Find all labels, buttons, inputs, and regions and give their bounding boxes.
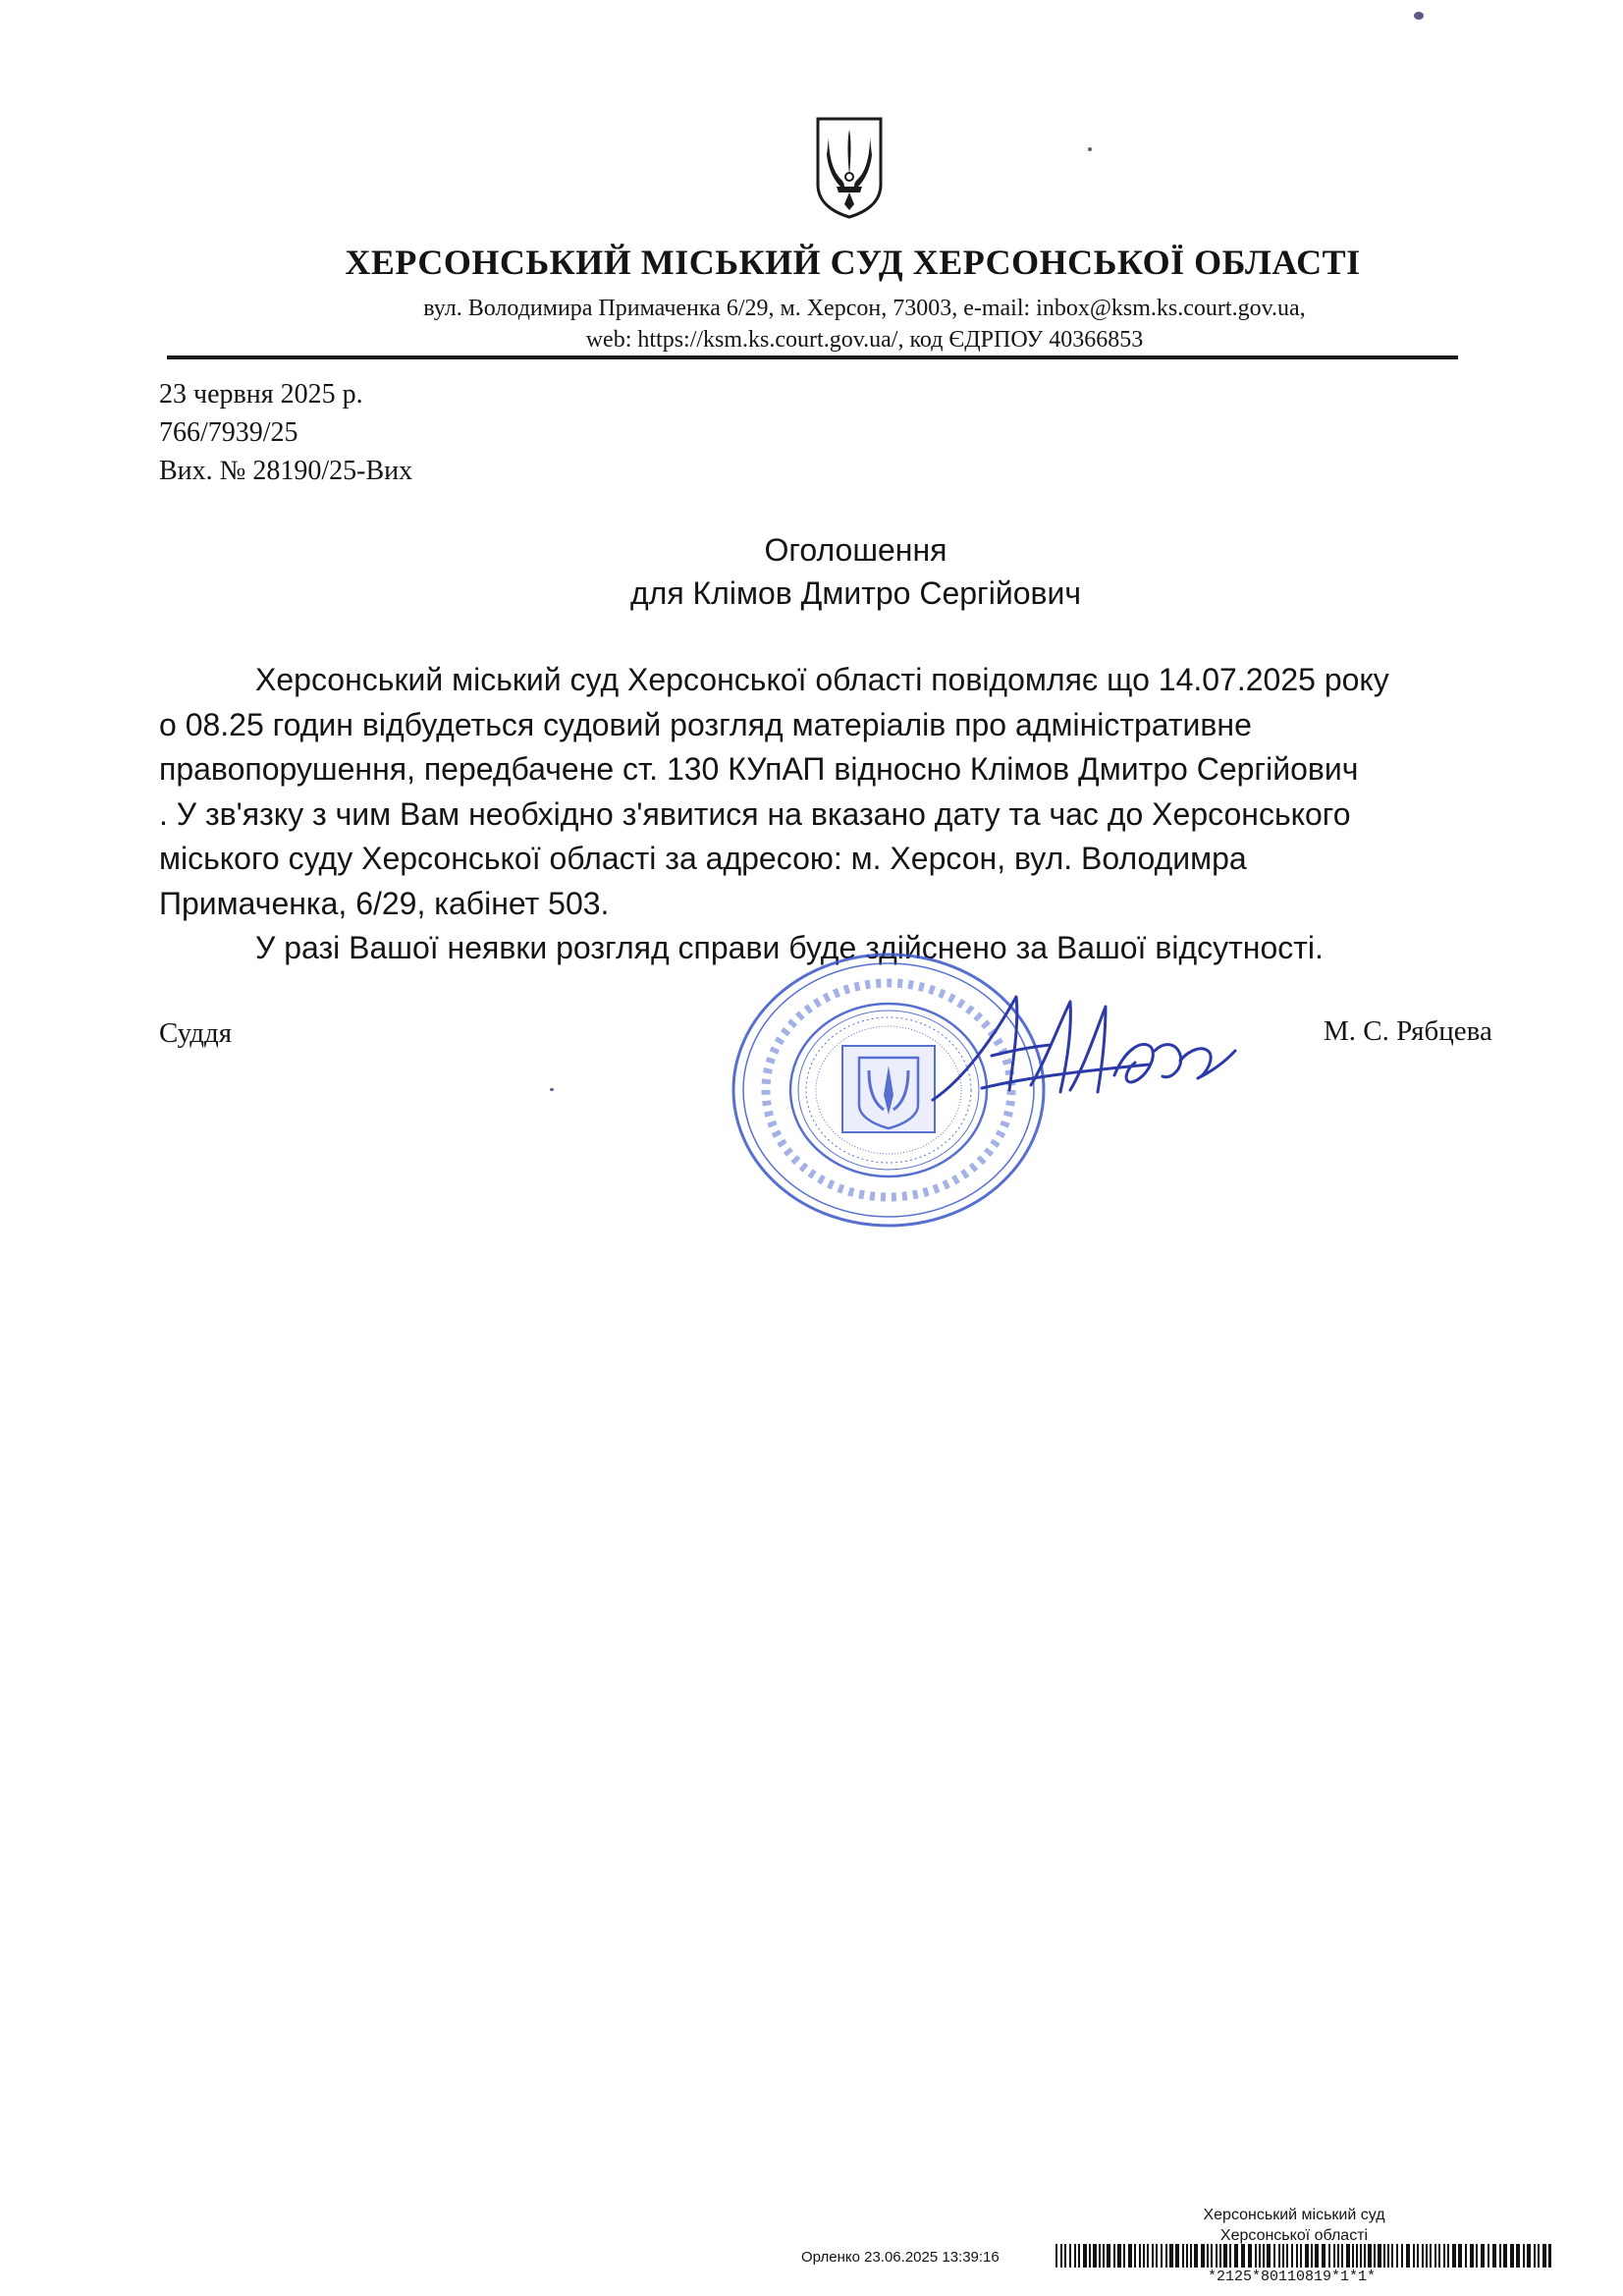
barcode-bar bbox=[1510, 2244, 1514, 2268]
barcode-bar bbox=[1352, 2244, 1354, 2268]
barcode-bar bbox=[1060, 2244, 1062, 2268]
barcode-bar bbox=[1093, 2244, 1097, 2268]
barcode-bar bbox=[1341, 2244, 1343, 2268]
signer-role: Суддя bbox=[159, 1017, 233, 1049]
registration-court bbox=[1196, 2205, 1392, 2246]
barcode-bar bbox=[1328, 2244, 1330, 2268]
barcode-bar bbox=[1499, 2244, 1501, 2268]
announcement-recipient: для Клімов Дмитро Сергійович bbox=[629, 575, 1082, 611]
barcode-bar bbox=[1434, 2244, 1436, 2268]
court-address: вул. Володимира Примаченка 6/29, м. Херсон, 73003, e-mail: inbox@ksm.ks.court.gov.ua, bbox=[423, 296, 1306, 321]
barcode-bar bbox=[1296, 2244, 1298, 2268]
barcode-bar bbox=[1360, 2244, 1362, 2268]
scan-speck bbox=[550, 1088, 554, 1091]
barcode-bar bbox=[1169, 2244, 1173, 2268]
coat-of-arms-icon bbox=[815, 116, 884, 220]
barcode-code: *2125*80110819*1*1* bbox=[1208, 2269, 1377, 2285]
barcode-bar bbox=[1182, 2244, 1184, 2268]
barcode-bar bbox=[1401, 2244, 1403, 2268]
barcode-bar bbox=[1190, 2244, 1192, 2268]
barcode-bar bbox=[1430, 2244, 1432, 2268]
announcement-title: Оголошення bbox=[764, 532, 947, 568]
barcode-bar bbox=[1186, 2244, 1188, 2268]
case-number: 766/7939/25 bbox=[159, 417, 298, 448]
scan-speck bbox=[1088, 147, 1092, 151]
barcode-bar bbox=[1300, 2244, 1302, 2268]
barcode-bar bbox=[1143, 2244, 1145, 2268]
announcement-body bbox=[159, 658, 1534, 971]
barcode-bar bbox=[1074, 2244, 1076, 2268]
body-line: Херсонський міський суд Херсонської області повідомляє що 14.07.2025 року bbox=[255, 662, 1389, 697]
barcode-bar bbox=[1229, 2244, 1231, 2268]
header-divider bbox=[167, 355, 1458, 359]
barcode-bar bbox=[1534, 2244, 1536, 2268]
barcode-bar bbox=[1273, 2244, 1275, 2268]
barcode-bar bbox=[1152, 2244, 1154, 2268]
body-line: правопорушення, передбачене ст. 130 КУпАП відносно Клімов Дмитро Сергійович bbox=[159, 751, 1359, 787]
barcode-bar bbox=[1322, 2244, 1325, 2268]
barcode-bar bbox=[1147, 2244, 1149, 2268]
barcode-bar bbox=[1248, 2244, 1252, 2268]
barcode-bar bbox=[1134, 2244, 1136, 2268]
barcode-bar bbox=[1527, 2244, 1531, 2268]
barcode-bar bbox=[1368, 2244, 1372, 2268]
barcode-bar bbox=[1083, 2244, 1087, 2268]
barcode-bar bbox=[1291, 2244, 1293, 2268]
barcode-bar bbox=[1443, 2244, 1445, 2268]
barcode-bar bbox=[1503, 2244, 1507, 2268]
barcode-bar bbox=[1356, 2244, 1358, 2268]
handwritten-signature bbox=[923, 982, 1247, 1110]
barcode-bar bbox=[1139, 2244, 1141, 2268]
document-meta bbox=[159, 375, 412, 490]
barcode-bar bbox=[1099, 2244, 1101, 2268]
barcode-bar bbox=[1194, 2244, 1198, 2268]
registration-court-line: Херсонський міський суд bbox=[1203, 2207, 1385, 2223]
barcode-bar bbox=[1378, 2244, 1381, 2268]
barcode-bar bbox=[1156, 2244, 1158, 2268]
barcode bbox=[1055, 2244, 1551, 2268]
barcode-bar bbox=[1417, 2244, 1419, 2268]
barcode-bar bbox=[1470, 2244, 1474, 2268]
barcode-bar bbox=[1259, 2244, 1261, 2268]
barcode-bar bbox=[1438, 2244, 1440, 2268]
barcode-bar bbox=[1078, 2244, 1080, 2268]
announcement-heading bbox=[0, 528, 1623, 615]
body-line: Примаченка, 6/29, кабінет 503. bbox=[159, 885, 610, 921]
barcode-bar bbox=[1383, 2244, 1385, 2268]
barcode-bar bbox=[1391, 2244, 1393, 2268]
barcode-bar bbox=[1396, 2244, 1398, 2268]
barcode-bar bbox=[1305, 2244, 1309, 2268]
barcode-bar bbox=[1346, 2244, 1350, 2268]
barcode-bar bbox=[1278, 2244, 1280, 2268]
barcode-bar bbox=[1492, 2244, 1496, 2268]
body-line: . У зв'язку з чим Вам необхідно з'явитися на вказано дату та час до Херсонського bbox=[159, 795, 1351, 832]
barcode-bar bbox=[1311, 2244, 1313, 2268]
barcode-bar bbox=[1481, 2244, 1485, 2268]
barcode-bar bbox=[1465, 2244, 1467, 2268]
barcode-bar bbox=[1089, 2244, 1091, 2268]
barcode-bar bbox=[1117, 2244, 1121, 2268]
court-title: ХЕРСОНСЬКИЙ МІСЬКИЙ СУД ХЕРСОНСЬКОЇ ОБЛАСТІ bbox=[345, 243, 1361, 282]
body-line: міського суду Херсонської області за адресою: м. Херсон, вул. Володимра bbox=[159, 841, 1247, 876]
barcode-bar bbox=[1175, 2244, 1179, 2268]
barcode-bar bbox=[1516, 2244, 1520, 2268]
barcode-bar bbox=[1333, 2244, 1335, 2268]
barcode-bar bbox=[1064, 2244, 1066, 2268]
barcode-bar bbox=[1452, 2244, 1456, 2268]
barcode-bar bbox=[1447, 2244, 1449, 2268]
barcode-bar bbox=[1476, 2244, 1478, 2268]
barcode-bar bbox=[1055, 2244, 1057, 2268]
barcode-bar bbox=[1161, 2244, 1163, 2268]
barcode-bar bbox=[1201, 2244, 1205, 2268]
barcode-bar bbox=[1165, 2244, 1167, 2268]
registration-info: Орленко 23.06.2025 13:39:16 bbox=[801, 2249, 1000, 2266]
court-web-line: web: https://ksm.ks.court.gov.ua/, код ЄДРПОУ 40366853 bbox=[585, 327, 1144, 353]
barcode-bar bbox=[1426, 2244, 1428, 2268]
barcode-bar bbox=[1422, 2244, 1424, 2268]
barcode-bar bbox=[1387, 2244, 1389, 2268]
barcode-bar bbox=[1123, 2244, 1125, 2268]
barcode-bar bbox=[1542, 2244, 1546, 2268]
signer-name: М. С. Рябцева bbox=[1324, 1015, 1492, 1047]
barcode-bar bbox=[1548, 2244, 1551, 2268]
barcode-bar bbox=[1241, 2244, 1245, 2268]
barcode-bar bbox=[1255, 2244, 1257, 2268]
barcode-bar bbox=[1216, 2244, 1217, 2268]
document-date: 23 червня 2025 р. bbox=[159, 379, 363, 410]
body-line: У разі Вашої неявки розгляд справи буде здійснено за Вашої відсутності. bbox=[255, 930, 1324, 965]
barcode-bar bbox=[1337, 2244, 1339, 2268]
body-line: о 08.25 годин відбудеться судовий розгляд матеріалів про адміністративне bbox=[159, 706, 1252, 742]
barcode-bar bbox=[1113, 2244, 1115, 2268]
barcode-bar bbox=[1374, 2244, 1376, 2268]
barcode-bar bbox=[1282, 2244, 1284, 2268]
barcode-bar bbox=[1315, 2244, 1319, 2268]
barcode-bar bbox=[1538, 2244, 1540, 2268]
barcode-bar bbox=[1488, 2244, 1489, 2268]
barcode-bar bbox=[1263, 2244, 1265, 2268]
barcode-bar bbox=[1211, 2244, 1213, 2268]
barcode-bar bbox=[1107, 2244, 1110, 2268]
barcode-bar bbox=[1207, 2244, 1209, 2268]
barcode-bar bbox=[1364, 2244, 1366, 2268]
barcode-bar bbox=[1234, 2244, 1238, 2268]
barcode-bar bbox=[1406, 2244, 1410, 2268]
barcode-bar bbox=[1219, 2244, 1221, 2268]
barcode-bar bbox=[1223, 2244, 1227, 2268]
registration-court-line: Херсонської області bbox=[1219, 2227, 1369, 2244]
barcode-bar bbox=[1103, 2244, 1105, 2268]
scan-speck bbox=[1414, 12, 1424, 20]
barcode-bar bbox=[1458, 2244, 1462, 2268]
barcode-bar bbox=[1286, 2244, 1288, 2268]
barcode-bar bbox=[1069, 2244, 1071, 2268]
barcode-bar bbox=[1128, 2244, 1132, 2268]
barcode-bar bbox=[1523, 2244, 1525, 2268]
barcode-bar bbox=[1413, 2244, 1415, 2268]
barcode-bar bbox=[1267, 2244, 1271, 2268]
outgoing-number: Вих. № 28190/25-Вих bbox=[159, 456, 413, 486]
